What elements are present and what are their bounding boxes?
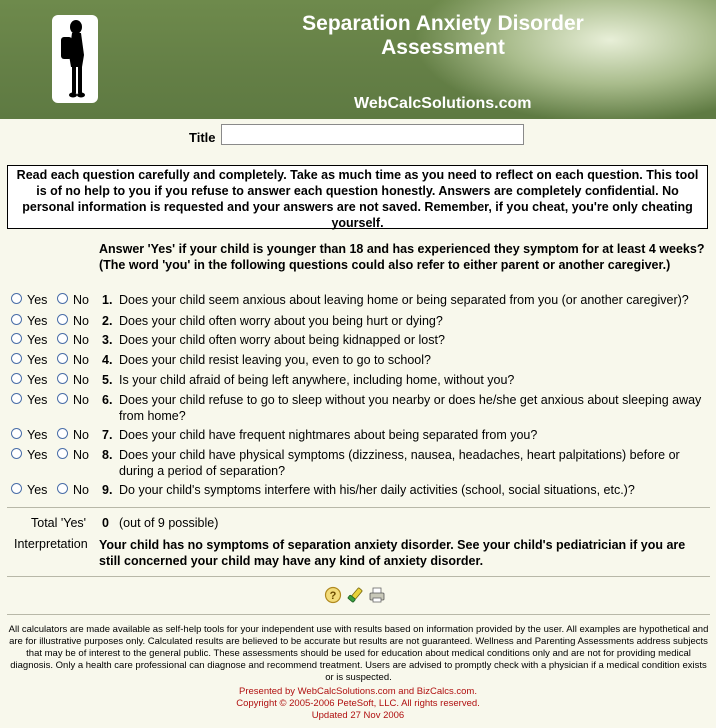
question-text: Is your child afraid of being left anywhere, including home, without you? bbox=[119, 373, 515, 387]
title-input[interactable] bbox=[221, 124, 524, 145]
yes-radio-1[interactable] bbox=[11, 293, 22, 304]
no-radio-2[interactable] bbox=[57, 314, 68, 325]
no-radio-7[interactable] bbox=[57, 428, 68, 439]
yes-radio-9[interactable] bbox=[11, 483, 22, 494]
no-radio-3[interactable] bbox=[57, 333, 68, 344]
credits bbox=[0, 686, 716, 722]
no-label[interactable]: No bbox=[73, 293, 89, 307]
child-silhouette-logo bbox=[52, 15, 98, 103]
page-title-line1: Separation Anxiety Disorder bbox=[302, 12, 584, 35]
question-number: 7. bbox=[102, 428, 113, 442]
yes-label[interactable]: Yes bbox=[27, 373, 48, 387]
divider bbox=[7, 507, 710, 508]
header-banner bbox=[0, 0, 716, 119]
no-label[interactable]: No bbox=[73, 353, 89, 367]
disclaimer: All calculators are made available as self-help tools for your independent use with results based on information provided by the user. All examples are hypothetical and are for illustrative purposes only. Calculated results are believed to be accurate but results are not guaranteed. Wellness and Parenting Assessments address subjects that may be of interest to the general public. These assessments should be used for education about medical conditions only and are not for providing medical diagnosis. Only a health care professional can diagnose and recommend treatment. Users are advised to promptly check with a physician if a medical condition exists or is suspected. bbox=[8, 624, 709, 683]
question-text: Does your child often worry about you being hurt or dying? bbox=[119, 314, 443, 328]
no-label[interactable]: No bbox=[73, 483, 89, 497]
yes-radio-7[interactable] bbox=[11, 428, 22, 439]
title-label: Title bbox=[189, 130, 216, 145]
no-label[interactable]: No bbox=[73, 333, 89, 347]
question-text: Does your child have frequent nightmares about being separated from you? bbox=[119, 428, 538, 442]
instructions: Answer 'Yes' if your child is younger than 18 and has experienced they symptom for at least 4 weeks? (The word 'you' in the following questions could also refer to either parent or another caregiver.) bbox=[99, 242, 705, 272]
question-number: 5. bbox=[102, 373, 113, 387]
page-title bbox=[268, 12, 618, 60]
question-number: 3. bbox=[102, 333, 113, 347]
question-text: Does your child often worry about being kidnapped or lost? bbox=[119, 333, 445, 347]
yes-radio-6[interactable] bbox=[11, 393, 22, 404]
yes-radio-8[interactable] bbox=[11, 448, 22, 459]
question-number: 1. bbox=[102, 293, 113, 307]
notice-box: Read each question carefully and completely. Take as much time as you need to reflect on each question. This tool is of no help to you if you refuse to answer each question honestly. Answers are completely confidential. No personal information is requested and your answers are not saved. Remember, if you cheat, you're only cheating yourself. bbox=[7, 165, 708, 229]
question-number: 4. bbox=[102, 353, 113, 367]
question-text: Does your child refuse to go to sleep without you nearby or does he/she get anxious about sleeping away from home? bbox=[119, 393, 702, 423]
no-radio-9[interactable] bbox=[57, 483, 68, 494]
site-name: WebCalcSolutions.com bbox=[354, 95, 532, 112]
credits-updated: Updated 27 Nov 2006 bbox=[311, 710, 405, 721]
no-radio-4[interactable] bbox=[57, 353, 68, 364]
divider bbox=[7, 576, 710, 577]
help-icon[interactable] bbox=[324, 586, 342, 604]
no-label[interactable]: No bbox=[73, 428, 89, 442]
total-note: (out of 9 possible) bbox=[119, 516, 219, 530]
no-radio-1[interactable] bbox=[57, 293, 68, 304]
question-number: 9. bbox=[102, 483, 113, 497]
question-text: Does your child resist leaving you, even to go to school? bbox=[119, 353, 431, 367]
clear-icon[interactable] bbox=[346, 586, 364, 604]
no-radio-8[interactable] bbox=[57, 448, 68, 459]
yes-radio-3[interactable] bbox=[11, 333, 22, 344]
yes-label[interactable]: Yes bbox=[27, 293, 48, 307]
no-label[interactable]: No bbox=[73, 373, 89, 387]
interpretation-label: Interpretation bbox=[14, 537, 88, 551]
yes-label[interactable]: Yes bbox=[27, 448, 48, 462]
yes-label[interactable]: Yes bbox=[27, 428, 48, 442]
total-value: 0 bbox=[102, 516, 109, 530]
total-label: Total 'Yes' bbox=[31, 516, 87, 530]
no-label[interactable]: No bbox=[73, 393, 89, 407]
page-title-line2: Assessment bbox=[381, 36, 505, 59]
question-text: Does your child have physical symptoms (dizziness, nausea, headaches, heart palpitations) before or during a period of separation? bbox=[119, 448, 680, 478]
print-icon[interactable] bbox=[368, 586, 386, 604]
credits-copyright: Copyright © 2005-2006 PeteSoft, LLC. All rights reserved. bbox=[236, 698, 480, 709]
question-number: 6. bbox=[102, 393, 113, 407]
no-label[interactable]: No bbox=[73, 314, 89, 328]
svg-text:?: ? bbox=[329, 590, 337, 602]
no-radio-6[interactable] bbox=[57, 393, 68, 404]
credits-presented-by: Presented by WebCalcSolutions.com and BizCalcs.com. bbox=[239, 686, 477, 697]
question-text: Do your child's symptoms interfere with his/her daily activities (school, social situations, etc.)? bbox=[119, 483, 635, 497]
yes-label[interactable]: Yes bbox=[27, 333, 48, 347]
interpretation-text: Your child has no symptoms of separation anxiety disorder. See your child's pediatrician if you are still concerned your child may have any kind of anxiety disorder. bbox=[99, 538, 686, 568]
question-text: Does your child seem anxious about leaving home or being separated from you (or another caregiver)? bbox=[119, 293, 689, 307]
yes-label[interactable]: Yes bbox=[27, 353, 48, 367]
yes-radio-5[interactable] bbox=[11, 373, 22, 384]
title-row bbox=[0, 123, 716, 149]
no-radio-5[interactable] bbox=[57, 373, 68, 384]
yes-radio-2[interactable] bbox=[11, 314, 22, 325]
divider bbox=[7, 614, 710, 615]
yes-label[interactable]: Yes bbox=[27, 393, 48, 407]
no-label[interactable]: No bbox=[73, 448, 89, 462]
yes-label[interactable]: Yes bbox=[27, 314, 48, 328]
yes-radio-4[interactable] bbox=[11, 353, 22, 364]
question-number: 2. bbox=[102, 314, 113, 328]
yes-label[interactable]: Yes bbox=[27, 483, 48, 497]
question-number: 8. bbox=[102, 448, 113, 462]
